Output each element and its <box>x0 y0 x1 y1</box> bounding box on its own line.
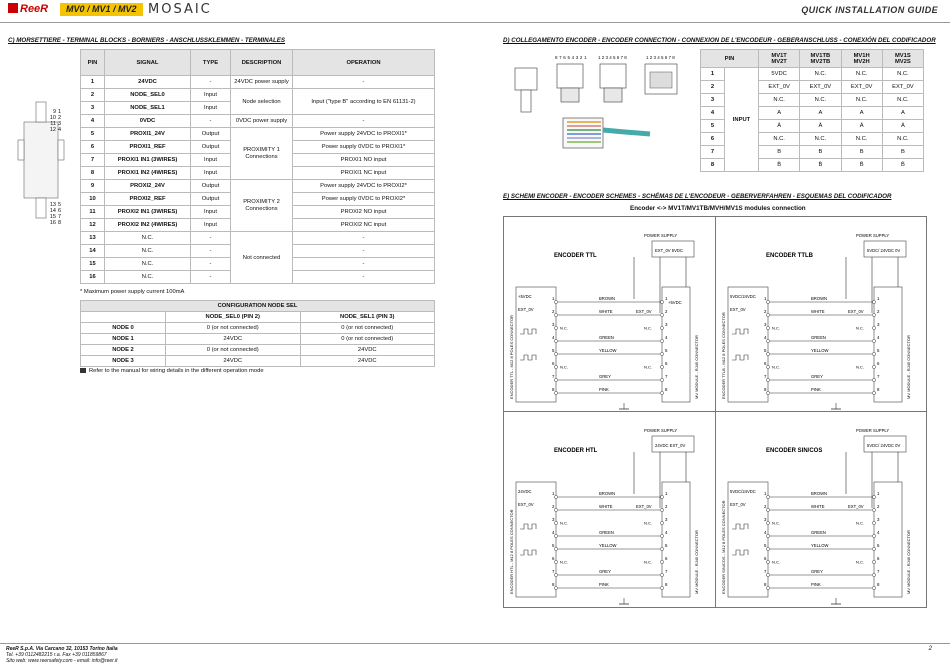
wire-color-label: YELLOW <box>811 348 829 353</box>
panel-title: ENCODER SIN/COS <box>766 448 823 454</box>
col-pin: PIN <box>81 50 105 76</box>
module-pin <box>660 521 663 524</box>
module-pin-number: 5 <box>877 348 880 353</box>
module-connector <box>874 287 902 402</box>
wire-color-label: GREEN <box>811 530 826 535</box>
encoder-pin-number: 2 <box>764 504 767 509</box>
book-icon <box>80 368 86 373</box>
encoder-0v-label: EXT_0V <box>730 502 746 507</box>
encoder-pin-number: 6 <box>764 556 767 561</box>
wire-color-label: PINK <box>811 582 821 587</box>
encoder-pin-number: 4 <box>764 335 767 340</box>
module-pin <box>872 573 875 576</box>
encoder-pin <box>554 352 557 355</box>
module-nc-label: N.C. <box>856 559 864 565</box>
encoder-nc-label: N.C. <box>772 364 780 370</box>
module-connector <box>874 482 902 597</box>
encoder-pin-number: 7 <box>764 569 767 574</box>
module-side-label: MV MODULE - RJ45 CONNECTOR <box>694 335 699 399</box>
encoder-pin <box>766 365 769 368</box>
module-pin <box>660 326 663 329</box>
module-pin <box>872 495 875 498</box>
module-pin <box>872 339 875 342</box>
module-pin-number: 5 <box>665 348 668 353</box>
wire-color-label: BROWN <box>599 491 616 496</box>
encoder-connector <box>728 482 768 597</box>
module-side-label: MV MODULE - RJ45 CONNECTOR <box>906 335 911 399</box>
encoder-pin-number: 2 <box>552 504 555 509</box>
encoder-supply-label: +5VDC <box>518 294 532 299</box>
panel-title: ENCODER TTLB <box>766 253 813 259</box>
table-row: 6 N.C. N.C. N.C. N.C. <box>701 133 924 146</box>
wire-color-label: PINK <box>599 582 609 587</box>
rj-numbers-3: 1 2 3 4 5 6 7 8 <box>646 55 675 60</box>
section-c-title: C) MORSETTIERE - TERMINAL BLOCKS - BORNIERS - ANSCHLUSSKLEMMEN - TERMINALES <box>8 37 286 44</box>
encoder-0v-label: EXT_0V <box>730 307 746 312</box>
wire-color-label: BROWN <box>599 296 616 301</box>
wire-color-label: YELLOW <box>599 348 617 353</box>
footer-rule <box>0 643 950 644</box>
module-pin <box>872 560 875 563</box>
encoder-side-label: ENCODER TTL - M12 8 POLES CONNECTOR <box>509 315 514 399</box>
rj-numbers-1: 8 7 6 5 4 3 2 1 <box>555 55 587 60</box>
power-supply-label: POWER SUPPLY <box>856 233 890 238</box>
encoder-nc-label: N.C. <box>772 325 780 331</box>
table-row: 15 N.C. - - <box>81 258 435 271</box>
encoder-connector <box>516 482 556 597</box>
module-pin-number: 3 <box>877 517 880 522</box>
table-row: 1 INPUT 5VDC N.C. N.C. N.C. <box>701 68 924 81</box>
module-pin-number: 1 <box>665 296 668 301</box>
encoder-pin <box>766 326 769 329</box>
encoder-pin-number: 3 <box>764 517 767 522</box>
power-supply-label: POWER SUPPLY <box>644 428 678 433</box>
module-pin-number: 3 <box>665 517 668 522</box>
module-connector <box>662 482 690 597</box>
encoder-pin-number: 4 <box>552 530 555 535</box>
encoder-pin <box>554 365 557 368</box>
module-pin-number: 7 <box>665 374 668 379</box>
terminal-blocks-table <box>80 49 435 284</box>
section-e-title: E) SCHEMI ENCODER - ENCODER SCHEMES - SCHÉMAS DE L'ENCODEUR - GEBERVERFAHREN - ESQUEMAS DEL CODIFICADOR <box>503 193 892 200</box>
encoder-pin <box>554 313 557 316</box>
encoder-pin-number: 6 <box>764 361 767 366</box>
wire-color-label: WHITE <box>811 309 825 314</box>
encoder-nc-label: N.C. <box>772 559 780 565</box>
module-pin-number: 6 <box>877 361 880 366</box>
module-pin <box>660 560 663 563</box>
table-row: 14 N.C. - - <box>81 245 435 258</box>
wire-color-label: WHITE <box>599 504 613 509</box>
encoder-supply-label: 24VDC <box>518 489 532 494</box>
module-pin <box>660 339 663 342</box>
module-0v-label: EXT_0V <box>848 309 864 314</box>
module-pin-number: 5 <box>665 543 668 548</box>
wire-color-label: GREY <box>811 374 823 379</box>
encoder-pin-number: 7 <box>552 569 555 574</box>
module-nc-label: N.C. <box>644 559 652 565</box>
table-row: NODE 2 0 (or not connected) 24VDC <box>81 345 435 356</box>
module-pin-number: 6 <box>665 361 668 366</box>
module-pin-number: 4 <box>665 530 668 535</box>
encoder-pin <box>554 326 557 329</box>
module-pin <box>660 391 663 394</box>
module-pin <box>872 521 875 524</box>
module-0v-label: EXT_0V <box>636 504 652 509</box>
wire-color-label: YELLOW <box>599 543 617 548</box>
table-row: 2 EXT_0V EXT_0V EXT_0V EXT_0V <box>701 81 924 94</box>
encoder-nc-label: N.C. <box>772 520 780 526</box>
wire-color-label: GREY <box>599 569 611 574</box>
wire-color-label: GREEN <box>811 335 826 340</box>
table-row: 4 A A A A <box>701 107 924 120</box>
wire-color-label: WHITE <box>599 309 613 314</box>
module-pin-number: 2 <box>877 504 880 509</box>
module-pin <box>660 495 663 498</box>
module-pin <box>872 547 875 550</box>
encoder-pin <box>554 495 557 498</box>
encoder-pin-number: 1 <box>764 296 767 301</box>
encoder-pin <box>554 300 557 303</box>
module-pin-number: 7 <box>665 569 668 574</box>
wire-color-label: YELLOW <box>811 543 829 548</box>
encoder-0v-label: EXT_0V <box>518 502 534 507</box>
config-title: CONFIGURATION NODE SEL <box>81 301 435 312</box>
brand-logo: ReeR <box>8 3 48 15</box>
module-pin <box>660 352 663 355</box>
encoder-pin-number: 5 <box>552 543 555 548</box>
encoder-pin-number: 2 <box>552 309 555 314</box>
encoder-schemes-frame <box>503 216 927 608</box>
config-h2: NODE_SEL1 (PIN 3) <box>300 312 435 323</box>
module-pin <box>872 326 875 329</box>
module-pin-number: 1 <box>877 491 880 496</box>
table-row: NODE 1 24VDC 0 (or not connected) <box>81 334 435 345</box>
encoder-pin-number: 3 <box>552 322 555 327</box>
encoder-pin <box>766 508 769 511</box>
table-row: NODE 3 24VDC 24VDC <box>81 356 435 367</box>
module-pin-number: 3 <box>877 322 880 327</box>
encoder-pin <box>554 534 557 537</box>
module-pin <box>872 300 875 303</box>
encoder-connector <box>516 287 556 402</box>
encoder-pin <box>554 339 557 342</box>
encoder-pin <box>766 339 769 342</box>
encoder-nc-label: N.C. <box>560 520 568 526</box>
header-rule <box>0 22 950 23</box>
encoder-pin-number: 4 <box>764 530 767 535</box>
wire-color-label: PINK <box>599 387 609 392</box>
module-pin <box>660 378 663 381</box>
encoder-pin <box>554 573 557 576</box>
table-row: 5 PROXI1_24V Output PROXIMITY 1 Connections Power supply 24VDC to PROXI1* <box>81 128 435 141</box>
encoder-supply-label: 5VDC/24VDC <box>730 294 756 299</box>
table-row: 1 24VDC - 24VDC power supply - <box>81 76 435 89</box>
module-nc-label: N.C. <box>644 325 652 331</box>
footer-address: ReeR S.p.A. Via Carcano 32, 10153 Torino Italia Tel. +39 0112482215 r.a. Fax +39 011859867 Sito web: www.reersafety.com - email: info@reer.it <box>6 646 118 664</box>
encoder-pin <box>766 560 769 563</box>
table-row: 10 PROXI2_REF Output Power supply 0VDC to PROXI2* <box>81 193 435 206</box>
models-badge: MV0 / MV1 / MV2 <box>60 3 143 16</box>
table-row: NODE 0 0 (or not connected) 0 (or not connected) <box>81 323 435 334</box>
wire-color-label: BROWN <box>811 491 828 496</box>
module-pin-number: 6 <box>665 556 668 561</box>
module-side-label: MV MODULE - RJ45 CONNECTOR <box>906 530 911 594</box>
encoder-pin-number: 3 <box>552 517 555 522</box>
table-row: 11 PROXI2 IN1 (3WIRES) Input PROXI2 NO input <box>81 206 435 219</box>
module-pin <box>872 586 875 589</box>
encoder-nc-label: N.C. <box>560 559 568 565</box>
module-pin-number: 8 <box>877 387 880 392</box>
guide-title: QUICK INSTALLATION GUIDE <box>801 5 938 15</box>
product-logo: MOSAIC <box>148 2 212 17</box>
power-supply-label: POWER SUPPLY <box>644 233 678 238</box>
encoder-pin-table: PIN MV1T MV2T MV1TB MV2TB MV1H MV2H MV1S MV2S 1 INPUT 5VDC N.C. N.C. N.C. 2 EXT_0V EXT_0V EXT_0V EXT_0V 3 N.C. N.C. N.C. N.C. 4 A A A A 5 Ā Ā Ā Ā 6 N.C. N.C. N.C. N.C. 7 B B B B 8 B̄ B̄ B̄ B̄ <box>700 49 924 172</box>
encoder-pin <box>766 547 769 550</box>
power-supply-terminals: 5VDC/ 24VDC 0V <box>867 248 901 253</box>
module-0v-label: EXT_0V <box>636 309 652 314</box>
power-supply-label: POWER SUPPLY <box>856 428 890 433</box>
encoder-pin <box>766 586 769 589</box>
power-supply-terminals: 24VDC EXT_0V <box>655 443 686 448</box>
section-d-title: D) COLLEGAMENTO ENCODER - ENCODER CONNECTION - CONNEXION DE L'ENCODEUR - GEBERANSCHLUSS - CONEXIÓN DEL CODIFICADOR <box>503 37 936 44</box>
module-pin <box>872 391 875 394</box>
table-row: 6 PROXI1_REF Output Power supply 0VDC to PROXI1* <box>81 141 435 154</box>
terminal-numbers-left-top: 9 10 11 12 <box>49 109 56 133</box>
module-pin <box>660 573 663 576</box>
encoder-pin <box>554 586 557 589</box>
module-pin <box>872 534 875 537</box>
module-pin-number: 8 <box>665 582 668 587</box>
module-pin <box>872 352 875 355</box>
encoder-pin-number: 8 <box>764 387 767 392</box>
table-row: 8 B̄ B̄ B̄ B̄ <box>701 159 924 172</box>
encoder-pin-number: 4 <box>552 335 555 340</box>
module-pin1-label: +5VDC <box>668 300 682 305</box>
table-row: 3 N.C. N.C. N.C. N.C. <box>701 94 924 107</box>
encoder-pin <box>766 313 769 316</box>
encoder-pin-number: 6 <box>552 556 555 561</box>
encoder-pin <box>766 534 769 537</box>
table-row: 12 PROXI2 IN2 (4WIRES) Input PROXI2 NC input <box>81 219 435 232</box>
config-node-sel-table <box>80 300 435 367</box>
encoder-pin <box>766 573 769 576</box>
module-pin-number: 5 <box>877 543 880 548</box>
wire-color-label: GREY <box>811 569 823 574</box>
config-h1: NODE_SEL0 (PIN 2) <box>166 312 301 323</box>
panel-title: ENCODER HTL <box>554 448 598 454</box>
module-side-label: MV MODULE - RJ45 CONNECTOR <box>694 530 699 594</box>
module-pin-number: 4 <box>877 335 880 340</box>
encoder-pin-number: 5 <box>764 348 767 353</box>
encoder-pin <box>766 352 769 355</box>
module-pin-number: 7 <box>877 569 880 574</box>
encoder-pin <box>766 495 769 498</box>
terminal-numbers-left-bottom: 13 14 15 16 <box>49 202 56 226</box>
module-pin <box>660 586 663 589</box>
wire-color-label: GREY <box>599 374 611 379</box>
power-supply-terminals: 5VDC/ 24VDC 0V <box>867 443 901 448</box>
terminal-numbers-right-bottom: 5 6 7 8 <box>58 202 62 226</box>
table-row: 7 B B B B <box>701 146 924 159</box>
module-nc-label: N.C. <box>856 325 864 331</box>
module-pin-number: 3 <box>665 322 668 327</box>
table-row: 16 N.C. - - <box>81 271 435 284</box>
module-pin-number: 6 <box>877 556 880 561</box>
module-pin-number: 2 <box>665 504 668 509</box>
encoder-pin <box>766 300 769 303</box>
config-note: Refer to the manual for wiring details in the different operation mode <box>80 368 264 374</box>
encoder-pin <box>766 391 769 394</box>
module-nc-label: N.C. <box>856 364 864 370</box>
wire-color-label: PINK <box>811 387 821 392</box>
col-operation: OPERATION <box>293 50 435 76</box>
module-pin <box>660 508 663 511</box>
encoder-pin-number: 7 <box>552 374 555 379</box>
encoder-side-label: ENCODER SIN/COS - M12 8 POLES CONNECTOR <box>721 500 726 594</box>
module-pin-number: 8 <box>877 582 880 587</box>
module-pin <box>872 313 875 316</box>
table-row: 13 N.C. - Not connected - <box>81 232 435 245</box>
col-type: TYPE <box>191 50 231 76</box>
module-pin <box>660 313 663 316</box>
table-row: 5 Ā Ā Ā Ā <box>701 120 924 133</box>
encoder-pin <box>554 521 557 524</box>
module-pin <box>872 365 875 368</box>
table-row: 7 PROXI1 IN1 (3WIRES) Input PROXI1 NO input <box>81 154 435 167</box>
encoder-pin-number: 1 <box>764 491 767 496</box>
encoder-pin <box>766 521 769 524</box>
encoder-nc-label: N.C. <box>560 325 568 331</box>
table-row: 2 NODE_SEL0 Input Node selection Input ("type B" according to EN 61131-2) <box>81 89 435 102</box>
encoder-pin-number: 5 <box>552 348 555 353</box>
encoder-pin-number: 8 <box>552 582 555 587</box>
section-e-subtitle: Encoder <-> MV1T/MV1TB/MVH/MV1S modules connection <box>630 205 806 212</box>
module-0v-label: EXT_0V <box>848 504 864 509</box>
col-description: DESCRIPTION <box>231 50 293 76</box>
module-pin <box>660 300 663 303</box>
encoder-wiring-schematics <box>504 217 926 607</box>
module-pin-number: 1 <box>877 296 880 301</box>
encoder-connector <box>728 287 768 402</box>
footnote: * Maximum power supply current 100mA <box>80 289 185 295</box>
module-pin <box>660 534 663 537</box>
encoder-pin <box>554 391 557 394</box>
encoder-pin-number: 3 <box>764 322 767 327</box>
encoder-pin <box>554 560 557 563</box>
module-pin-number: 7 <box>877 374 880 379</box>
wire-color-label: GREEN <box>599 335 614 340</box>
module-nc-label: N.C. <box>644 520 652 526</box>
encoder-pin-number: 8 <box>764 582 767 587</box>
module-nc-label: N.C. <box>644 364 652 370</box>
module-pin-number: 4 <box>877 530 880 535</box>
power-supply-terminals: EXT_0V 5VDC <box>655 248 683 253</box>
encoder-pin-number: 8 <box>552 387 555 392</box>
module-nc-label: N.C. <box>856 520 864 526</box>
module-pin <box>660 547 663 550</box>
wire-color-label: BROWN <box>811 296 828 301</box>
encoder-side-label: ENCODER HTL - M12 8 POLES CONNECTOR <box>509 509 514 594</box>
encoder-side-label: ENCODER TTLB - M12 8 POLES CONNECTOR <box>721 312 726 399</box>
module-pin-number: 8 <box>665 387 668 392</box>
encoder-pin-number: 1 <box>552 296 555 301</box>
encoder-pin-number: 2 <box>764 309 767 314</box>
encoder-supply-label: 5VDC/24VDC <box>730 489 756 494</box>
encoder-0v-label: EXT_0V <box>518 307 534 312</box>
encoder-pin <box>766 378 769 381</box>
panel-title: ENCODER TTL <box>554 253 597 259</box>
module-pin-number: 2 <box>877 309 880 314</box>
encoder-pin-number: 1 <box>552 491 555 496</box>
encoder-pin <box>554 547 557 550</box>
table-row: 4 0VDC - 0VDC power supply - <box>81 115 435 128</box>
table-row: 8 PROXI1 IN2 (4WIRES) Input PROXI1 NC input <box>81 167 435 180</box>
rj-numbers-2: 1 2 3 4 5 6 7 8 <box>598 55 627 60</box>
terminal-numbers-right-top: 1 2 3 4 <box>58 109 62 133</box>
module-pin-number: 2 <box>665 309 668 314</box>
module-pin-number: 1 <box>665 491 668 496</box>
table-row: 9 PROXI2_24V Output PROXIMITY 2 Connections Power supply 24VDC to PROXI2* <box>81 180 435 193</box>
encoder-pin-number: 6 <box>552 361 555 366</box>
module-pin <box>660 365 663 368</box>
wire-color-label: WHITE <box>811 504 825 509</box>
module-pin <box>872 378 875 381</box>
encoder-pin <box>554 508 557 511</box>
module-pin-number: 4 <box>665 335 668 340</box>
encoder-pin-number: 7 <box>764 374 767 379</box>
table-row: 3 NODE_SEL1 Input <box>81 102 435 115</box>
col-signal: SIGNAL <box>105 50 191 76</box>
encoder-pin-number: 5 <box>764 543 767 548</box>
page-number: 2 <box>928 646 932 652</box>
encoder-pin <box>554 378 557 381</box>
rj45-connector-illustration <box>505 52 685 162</box>
module-pin <box>872 508 875 511</box>
encoder-nc-label: N.C. <box>560 364 568 370</box>
wire-color-label: GREEN <box>599 530 614 535</box>
